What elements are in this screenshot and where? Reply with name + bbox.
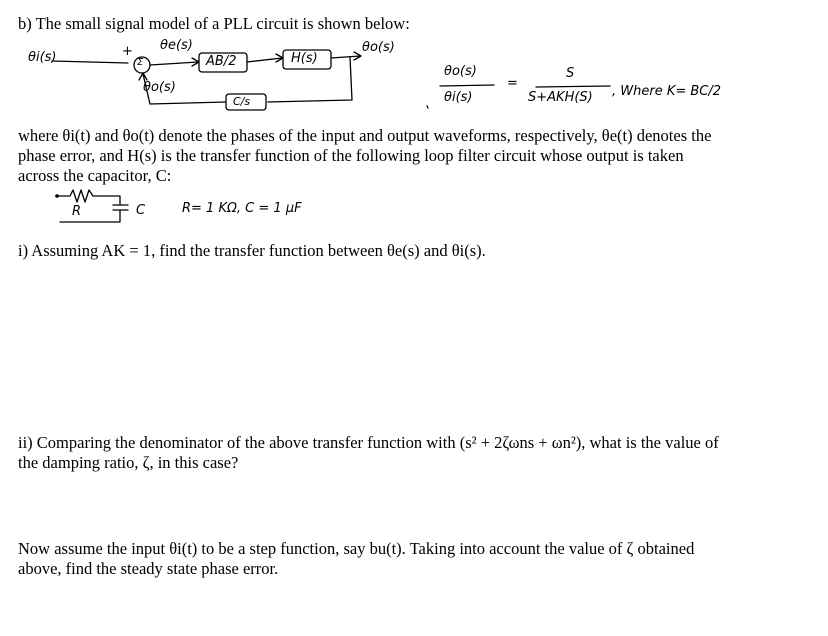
part-b-heading: b) The small signal model of a PLL circuit is shown below:	[18, 14, 410, 33]
tf-rhs-numerator: S	[566, 66, 575, 81]
filter-block-label: H(s)	[291, 51, 318, 66]
filter-values: R= 1 KΩ, C = 1 μF	[182, 201, 302, 216]
question-ii-line-1: ii) Comparing the denominator of the above transfer function with (s² + 2ζωns + ωn²), what is the value of	[18, 433, 719, 452]
feedback-block-label: C/s	[233, 95, 251, 108]
resistor-label: R	[72, 204, 82, 219]
tf-equals: =	[507, 76, 518, 91]
gain-block-label: AB/2	[206, 54, 237, 69]
description-line-2: phase error, and H(s) is the transfer function of the following loop filter circuit whose output is taken	[18, 146, 684, 165]
question-i: i) Assuming AK = 1, find the transfer function between θe(s) and θi(s).	[18, 241, 486, 260]
tf-numerator: θo(s)	[444, 64, 477, 79]
question-iii-line-2: above, find the steady state phase error.	[18, 559, 279, 578]
error-theta-label: θe(s)	[160, 38, 193, 53]
feedback-theta-label: θo(s)	[143, 80, 176, 95]
capacitor-label: C	[136, 203, 146, 218]
tf-denominator: θi(s)	[444, 90, 473, 105]
input-terminal	[55, 194, 59, 198]
resistor-symbol	[58, 190, 106, 202]
tf-where-note: , Where K= BC/2	[612, 84, 722, 99]
summer-sigma: Σ	[137, 57, 144, 68]
question-ii-line-2: the damping ratio, ζ, in this case?	[18, 453, 239, 472]
input-theta-label: θi(s)	[28, 50, 57, 65]
tf-rhs-denominator: S+AKH(S)	[528, 90, 593, 105]
capacitor-symbol	[60, 196, 128, 222]
question-iii-line-1: Now assume the input θi(t) to be a step function, say bu(t). Taking into account the value of ζ obtained	[18, 539, 695, 558]
output-theta-label: θo(s)	[362, 40, 395, 55]
description-line-3: across the capacitor, C:	[18, 166, 172, 185]
summer-plus-sign: +	[122, 44, 133, 59]
description-line-1: where θi(t) and θo(t) denote the phases of the input and output waveforms, respectively, θe(t) denotes the	[18, 126, 712, 145]
